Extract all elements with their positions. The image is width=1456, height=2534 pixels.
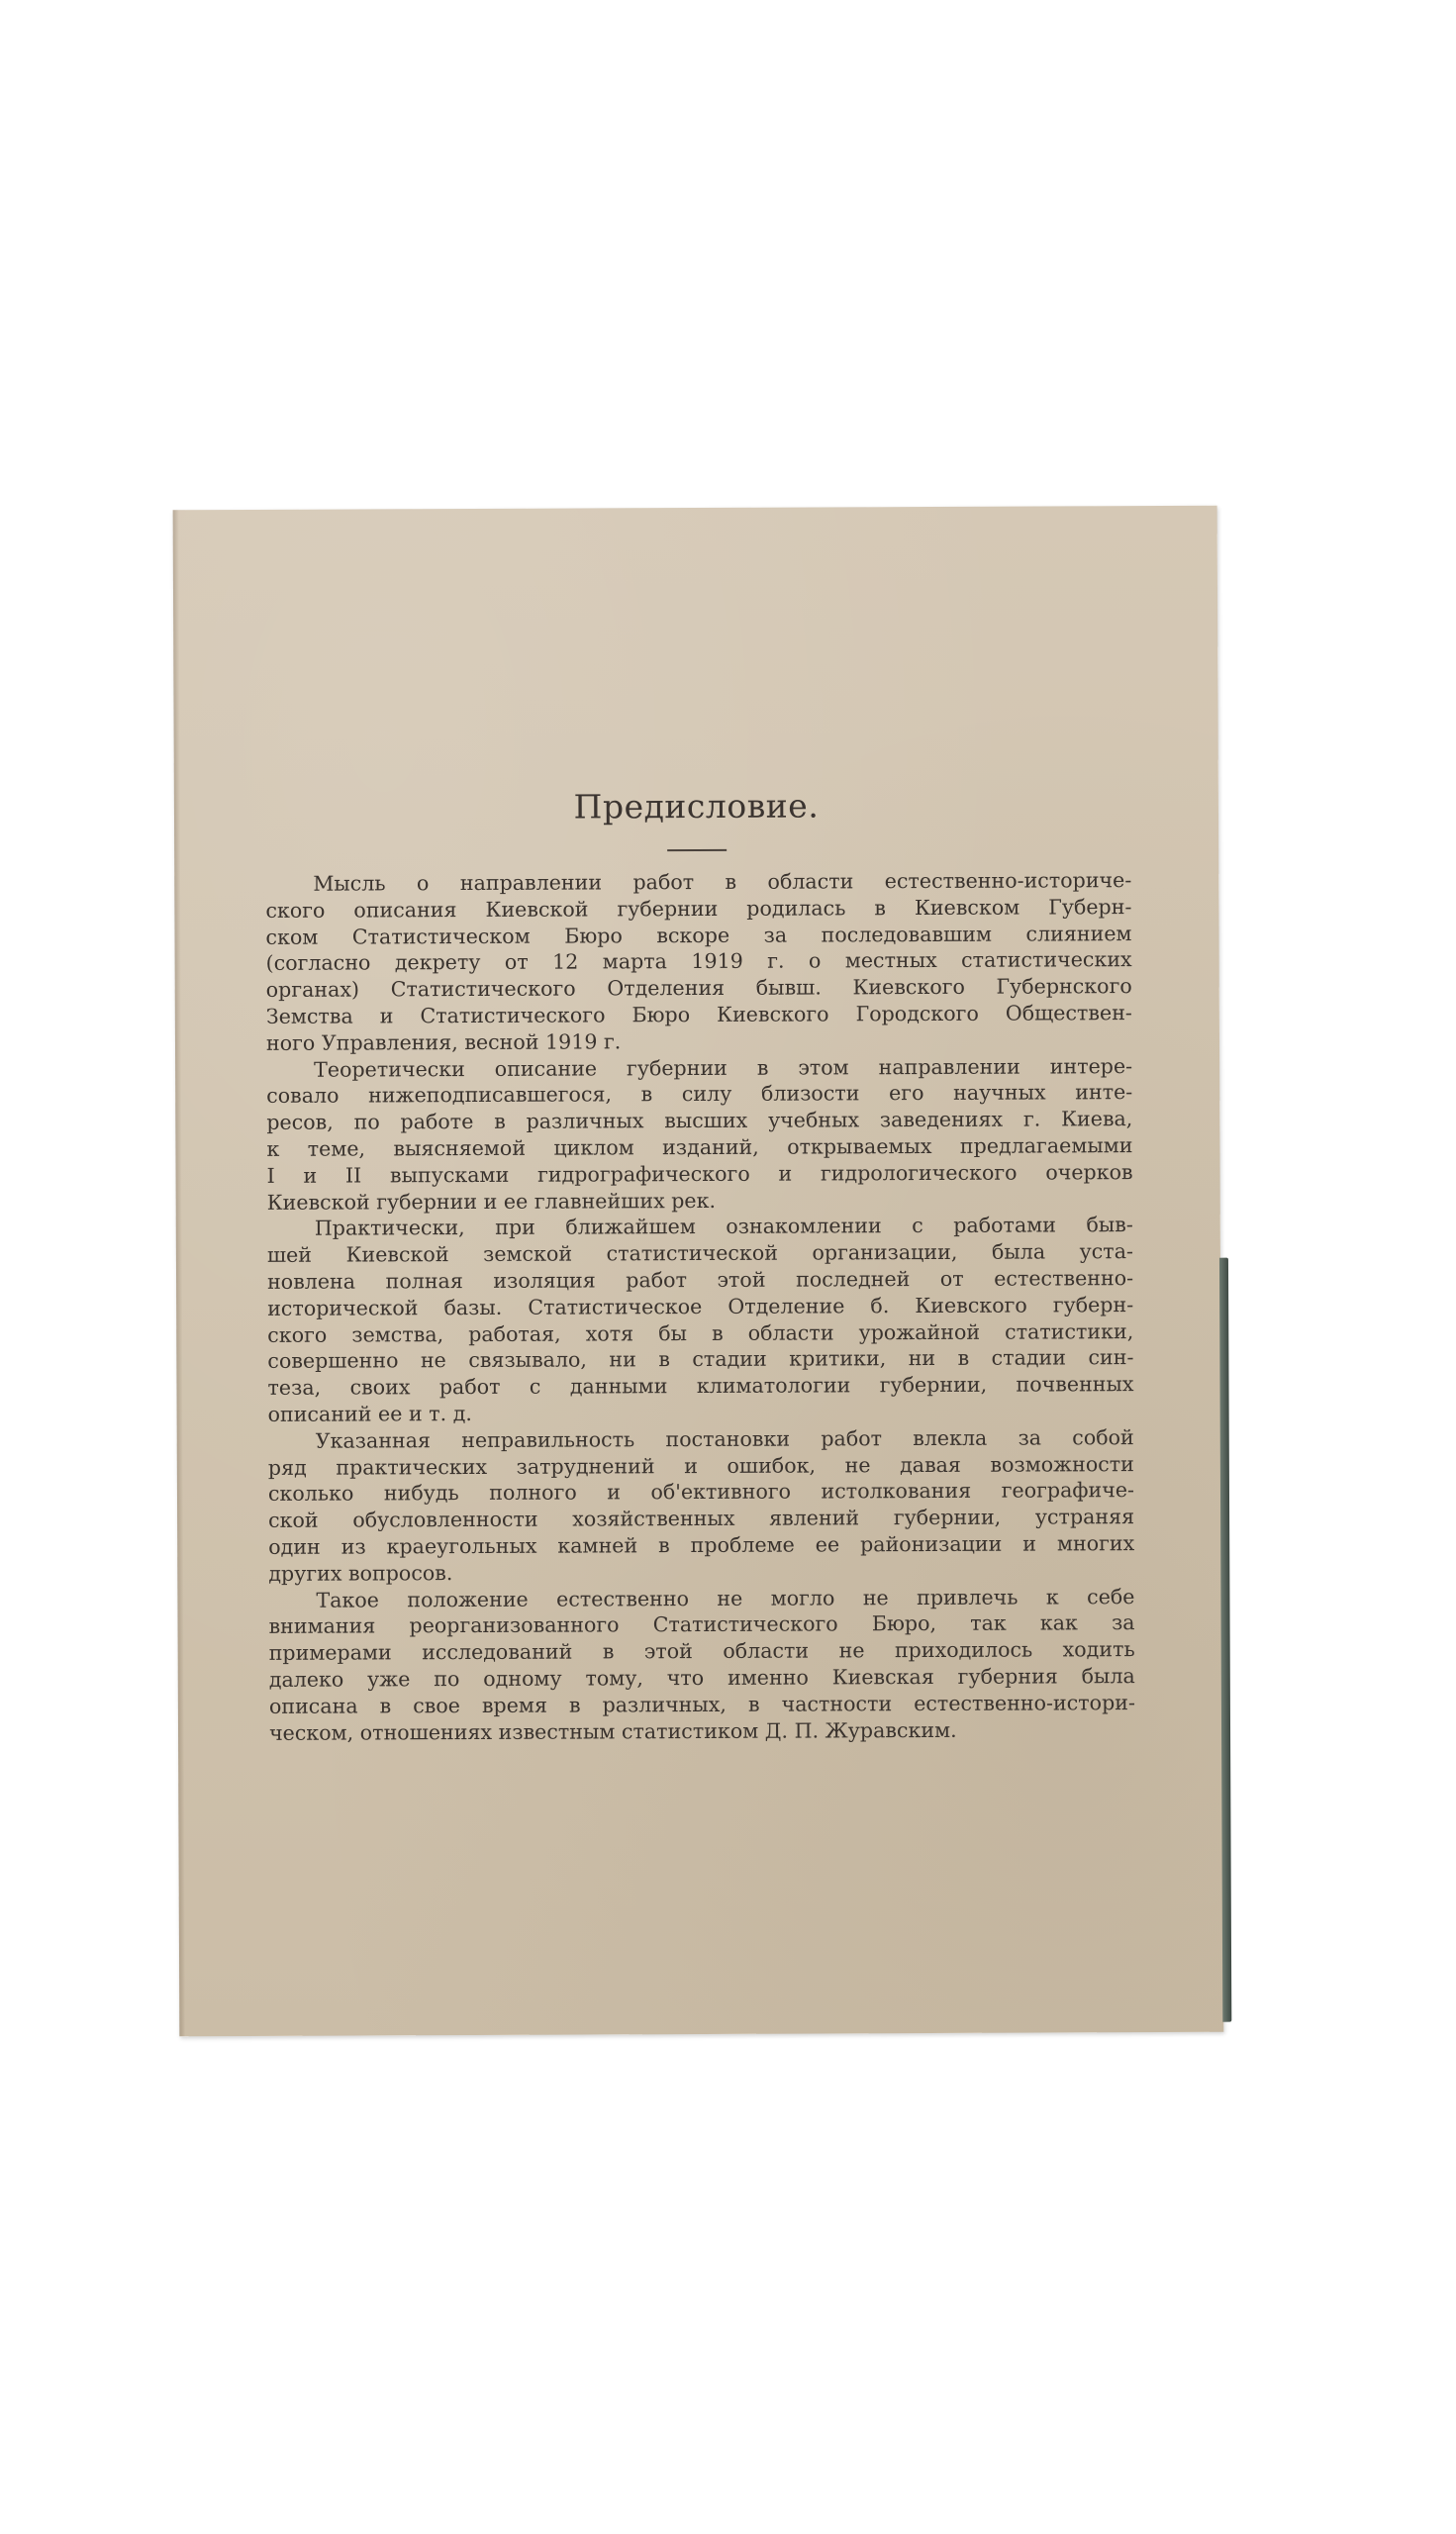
paragraph-1 <box>265 867 1132 1056</box>
text-line: Такое положение естественно не могло не привлечь к себе <box>316 1584 1135 1612</box>
text-line: ческом, отношениях известным статистиком Д. П. Журавским. <box>268 1717 957 1745</box>
text-line: органах) Статистического Отделения бывш. Киевского Губернского <box>265 974 1132 1003</box>
text-line: Киевской губернии и ее главнейших рек. <box>266 1188 717 1215</box>
text-line: ского земства, работая, хотя бы в области урожайной статистики, <box>267 1318 1134 1347</box>
text-line: далеко уже по одному тому, что именно Киевская губерния была <box>268 1663 1135 1692</box>
text-line: Земства и Статистического Бюро Киевского Городского Обществен- <box>265 1001 1132 1028</box>
text-line: Практически, при ближайшем ознакомлении с работами быв- <box>314 1213 1133 1241</box>
paragraph-3 <box>267 1212 1134 1427</box>
text-line: ресов, по работе в различных высших учебных заведениях г. Киева, <box>266 1107 1133 1135</box>
text-line: внимания реорганизованного Статистического Бюро, так как за <box>268 1610 1135 1639</box>
text-line: ного Управления, весной 1919 г. <box>265 1029 622 1055</box>
text-line: Теоретически описание губернии в этом направлении интере- <box>314 1053 1133 1082</box>
text-line: других вопросов. <box>268 1560 453 1586</box>
text-line: описана в свое время в различных, в частности естественно-истори- <box>268 1690 1135 1718</box>
text-line: примерами исследований в этой области не приходилось ходить <box>268 1637 1135 1666</box>
paragraph-2 <box>266 1053 1133 1217</box>
text-line: один из краеугольных камней в проблеме ее районизации и многих <box>268 1531 1135 1559</box>
paragraph-4 <box>268 1424 1135 1588</box>
text-line: теза, своих работ с данными климатологии губернии, почвенных <box>267 1372 1134 1401</box>
text-line: шей Киевской земской статистической организации, была уста- <box>266 1239 1133 1268</box>
text-line: описаний ее и т. д. <box>267 1401 472 1426</box>
text-line: Мысль о направлении работ в области естественно-историче- <box>313 868 1132 896</box>
text-line: ряд практических затруднений и ошибок, не давая возможности <box>267 1451 1134 1480</box>
title-divider <box>667 849 727 851</box>
paragraph-5 <box>268 1584 1135 1747</box>
page-title: Предисловие. <box>573 786 820 827</box>
text-line: совершенно не связывало, ни в стадии критики, ни в стадии син- <box>267 1345 1134 1374</box>
text-line: сколько нибудь полного и об'ективного истолкования географиче- <box>267 1478 1135 1507</box>
text-line: I и II выпусками гидрографического и гидрологического очерков <box>266 1159 1133 1188</box>
preface-text <box>265 867 1135 1746</box>
text-line: (согласно декрету от 12 марта 1919 г. о местных статистических <box>265 947 1132 976</box>
text-line: к теме, выясняемой циклом изданий, открываемых предлагаемыми <box>266 1133 1133 1161</box>
text-line: ском Статистическом Бюро вскоре за последовавшим слиянием <box>265 921 1132 949</box>
text-line: ского описания Киевской губернии родилась в Киевском Губерн- <box>265 894 1132 923</box>
book-page <box>173 506 1224 2037</box>
cover-edge <box>1219 1258 1231 2022</box>
text-line: исторической базы. Статистическое Отделение б. Киевского губерн- <box>267 1292 1134 1320</box>
text-line: совало нижеподписавшегося, в силу близости его научных инте- <box>266 1080 1133 1109</box>
text-line: ской обусловленности хозяйственных явлений губернии, устраняя <box>268 1505 1135 1533</box>
text-line: Указанная неправильность постановки работ влекла за собой <box>315 1424 1134 1453</box>
text-line: новлена полная изоляция работ этой последней от естественно- <box>266 1266 1134 1294</box>
